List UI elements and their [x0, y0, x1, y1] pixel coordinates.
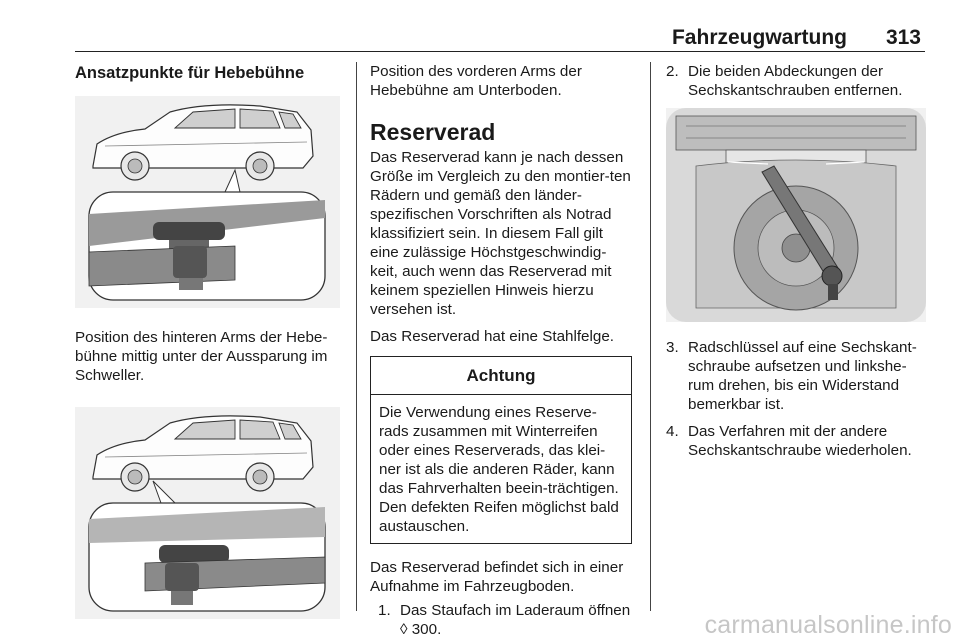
section-title-reserverad: Reserverad	[370, 119, 496, 145]
step-list	[666, 338, 926, 460]
step-text: Das Verfahren mit der andere Sechskantschraube wiederholen.	[688, 423, 912, 459]
column-2	[370, 62, 632, 639]
front-lift-figure	[75, 407, 340, 619]
rear-lift-caption: Position des hinteren Arms der Hebe-bühne mittig unter der Aussparung im Schweller.	[75, 329, 328, 384]
column-divider	[650, 62, 651, 611]
list-item	[378, 601, 632, 639]
spare-location-paragraph: Das Reserverad befindet sich in einer Aufnahme im Fahrzeugboden.	[370, 559, 624, 595]
step-number: 4.	[666, 423, 679, 440]
step-number: 3.	[666, 339, 679, 356]
rear-lift-figure	[75, 96, 340, 308]
list-item	[666, 338, 926, 414]
step-text: Die beiden Abdeckungen der Sechskantschrauben entfernen.	[688, 63, 903, 99]
step-number: 1.	[378, 602, 391, 619]
list-item	[666, 422, 926, 460]
spare-wheel-figure	[666, 108, 926, 322]
warning-box	[370, 356, 632, 544]
step-text: Das Staufach im Laderaum öffnen ◊ 300.	[400, 602, 631, 638]
step-number: 2.	[666, 63, 679, 80]
page-number: 313	[885, 26, 921, 49]
column-1	[75, 62, 342, 619]
list-item	[666, 62, 926, 100]
step-list	[370, 601, 632, 639]
steel-rim-paragraph: Das Reserverad hat eine Stahlfelge.	[370, 328, 614, 345]
warning-text: Die Verwendung eines Reserve-rads zusammen mit Winterreifen oder eines Reserverads, das klei-ner ist als die anderen Räder, kann das Fahrverhalten beein-trächtigen. Den defekten Reifen möglichst bald austauschen.	[379, 404, 619, 535]
column-divider	[356, 62, 357, 611]
lift-points-heading: Ansatzpunkte für Hebebühne	[75, 64, 305, 82]
watermark: carmanualsonline.info	[704, 611, 952, 639]
column-3	[666, 62, 926, 460]
step-text: Radschlüssel auf eine Sechskant-schraube aufsetzen und linkshe-rum drehen, bis ein Widerstand bemerkbar ist.	[688, 339, 917, 413]
step-list	[666, 62, 926, 100]
warning-title: Achtung	[371, 357, 631, 395]
spare-wheel-paragraph: Das Reserverad kann je nach dessen Größe im Vergleich zu den montier-ten Rädern und gemäß den länder-spezifischen Vorschriften als Notrad klassifiziert sein. In diesem Fall gilt eine zulässige Höchstgeschwindig-keit, auch wenn das Reserverad mit keinem speziellen Hinweis hierzu versehen ist.	[370, 149, 631, 318]
header-title: Fahrzeugwartung	[671, 26, 847, 49]
front-lift-caption: Position des vorderen Arms der Hebebühne am Unterboden.	[370, 63, 582, 99]
page-header	[75, 26, 925, 52]
